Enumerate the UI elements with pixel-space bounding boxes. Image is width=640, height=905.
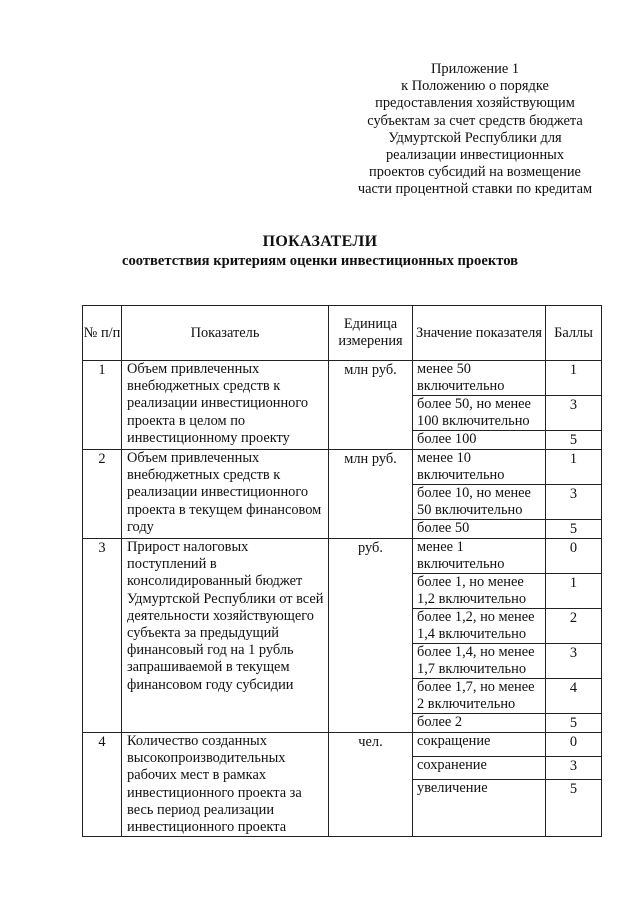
criterion-points: 1	[546, 361, 602, 396]
row-unit: чел.	[329, 733, 413, 837]
criterion-value: менее 50 включительно	[413, 361, 546, 396]
criterion-value: более 1, но менее 1,2 включительно	[413, 574, 546, 609]
criterion-value: сохранение	[413, 756, 546, 780]
criterion-points: 0	[546, 733, 602, 757]
row-unit: руб.	[329, 539, 413, 733]
header-points: Баллы	[546, 306, 602, 361]
row-num: 4	[83, 733, 122, 837]
criterion-value: увеличение	[413, 780, 546, 837]
criterion-value: более 1,7, но менее 2 включительно	[413, 679, 546, 714]
table-row	[83, 539, 602, 574]
header-value: Значение показателя	[413, 306, 546, 361]
appendix-line: Удмуртской Республики для	[388, 129, 562, 146]
criteria-table	[82, 305, 602, 837]
criterion-points: 1	[546, 574, 602, 609]
header-num: № п/п	[83, 306, 122, 361]
criterion-points: 4	[546, 679, 602, 714]
criterion-value: менее 10 включительно	[413, 450, 546, 485]
criterion-value: более 1,2, но менее 1,4 включительно	[413, 609, 546, 644]
appendix-line: проектов субсидий на возмещение	[369, 164, 581, 181]
criterion-points: 1	[546, 450, 602, 485]
row-unit: млн руб.	[329, 361, 413, 450]
appendix-line: субъектам за счет средств бюджета	[367, 112, 583, 129]
row-indicator: Количество созданных высокопроизводительных рабочих мест в рамках инвестиционного проекта за весь период реализации инвестиционного проекта	[122, 733, 329, 837]
row-num: 3	[83, 539, 122, 733]
criterion-value: более 2	[413, 714, 546, 733]
criterion-points: 3	[546, 644, 602, 679]
appendix-line: части процентной ставки по кредитам	[357, 181, 593, 198]
criterion-value: более 50	[413, 520, 546, 539]
row-indicator: Объем привлеченных внебюджетных средств к реализации инвестиционного проекта в текущем финансовом году	[122, 450, 329, 539]
criterion-points: 3	[546, 396, 602, 431]
row-indicator: Объем привлеченных внебюджетных средств к реализации инвестиционного проекта в целом по инвестиционному проекту	[122, 361, 329, 450]
row-num: 2	[83, 450, 122, 539]
criterion-value: менее 1 включительно	[413, 539, 546, 574]
document-subtitle: соответствия критериям оценки инвестиционных проектов	[121, 253, 519, 269]
header-indicator: Показатель	[122, 306, 329, 361]
table-row	[83, 361, 602, 396]
appendix-line: реализации инвестиционных	[385, 147, 565, 164]
table-row	[83, 733, 602, 757]
criterion-value: более 100	[413, 431, 546, 450]
row-unit: млн руб.	[329, 450, 413, 539]
appendix-line: к Положению о порядке	[401, 78, 549, 95]
appendix-line: Приложение 1	[430, 61, 520, 77]
header-unit: Единица измерения	[329, 306, 413, 361]
criterion-points: 2	[546, 609, 602, 644]
document-title: ПОКАЗАТЕЛИ	[262, 233, 378, 250]
criterion-points: 5	[546, 431, 602, 450]
criterion-value: более 10, но менее 50 включительно	[413, 485, 546, 520]
criterion-points: 5	[546, 520, 602, 539]
row-indicator: Прирост налоговых поступлений в консолидированный бюджет Удмуртской Республики от всей деятельности хозяйствующего субъекта за предыдущий финансовый год на 1 рубль запрашиваемой в текущем финансовом году субсидии	[122, 539, 329, 733]
table-header-row	[83, 306, 602, 361]
criterion-points: 3	[546, 756, 602, 780]
criterion-points: 3	[546, 485, 602, 520]
criterion-value: сокращение	[413, 733, 546, 757]
criterion-points: 5	[546, 714, 602, 733]
criterion-points: 5	[546, 780, 602, 837]
criterion-value: более 50, но менее 100 включительно	[413, 396, 546, 431]
criterion-points: 0	[546, 539, 602, 574]
criterion-value: более 1,4, но менее 1,7 включительно	[413, 644, 546, 679]
appendix-line: предоставления хозяйствующим	[375, 95, 575, 112]
appendix-note	[330, 61, 620, 199]
table-row	[83, 450, 602, 485]
row-num: 1	[83, 361, 122, 450]
